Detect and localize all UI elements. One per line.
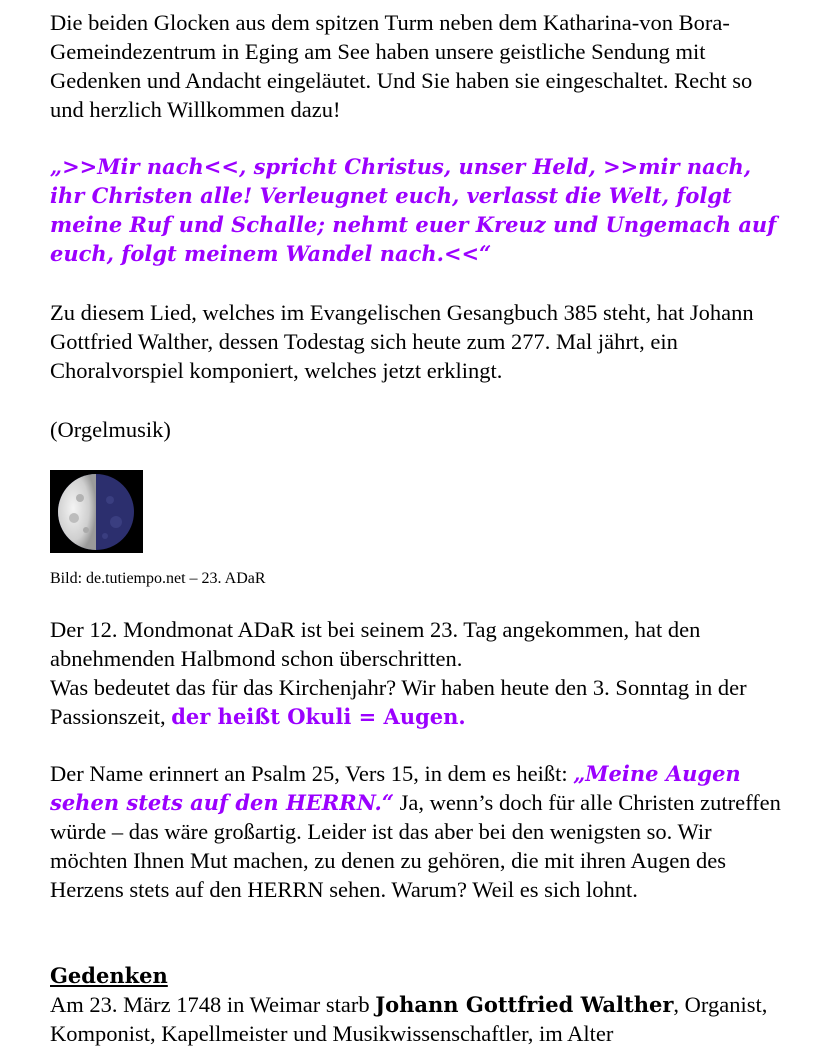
psalm-quote: „Meine Augen sehen stets auf den HERRN.“: [50, 761, 741, 815]
hymn-paragraph: Zu diesem Lied, welches im Evangelischen Gesangbuch 385 steht, hat Johann Gottfried Walther, dessen Todestag sich heute zum 277. Mal jährt, ein Choralvorspiel komponiert, welches jetzt erklingt.: [50, 300, 754, 383]
psalm-lead: Der Name erinnert an Psalm 25, Vers 15, in dem es heißt:: [50, 761, 574, 786]
section-heading-gedenken: Gedenken: [50, 963, 168, 988]
hymn-quote: „>>Mir nach<<, spricht Christus, unser Held, >>mir nach, ihr Christen alle! Verleugnet euch, verlasst die Welt, folgt meine Ruf und Schalle; nehmt euer Kreuz und Ungemach auf euch, folgt meinem Wandel nach.<<“: [50, 154, 777, 266]
psalm-paragraph: [50, 759, 790, 904]
moon-text-1: Der 12. Mondmonat ADaR ist bei seinem 23. Tag angekommen, hat den abnehmenden Halbmond schon überschritten.: [50, 617, 701, 671]
image-caption: Bild: de.tutiempo.net – 23. ADaR: [50, 570, 266, 587]
intro-paragraph: Die beiden Glocken aus dem spitzen Turm neben dem Katharina-von Bora-Gemeindezentrum in Eging am See haben unsere geistliche Sendung mit Gedenken und Andacht eingeläutet. Und Sie haben sie eingeschaltet. Recht so und herzlich Willkommen dazu!: [50, 10, 753, 122]
moon-waning-half-icon: [50, 470, 143, 553]
moon-paragraph: [50, 615, 790, 731]
okuli-highlight: der heißt Okuli = Augen.: [171, 704, 466, 729]
psalm-rest: Ja, wenn’s doch für alle Christen zutreffen würde – das wäre großartig. Leider ist das aber bei den wenigsten so. Wir möchten Ihnen Mut machen, zu denen zu gehören, die mit ihren Augen des Herzens stets auf den HERRN sehen. Warum? Weil es sich lohnt.: [50, 790, 781, 902]
gedenken-rest: , Organist, Komponist, Kapellmeister und Musikwissenschaftler, im Alter: [50, 992, 768, 1046]
organ-music-note: (Orgelmusik): [50, 417, 171, 442]
gedenken-lead: Am 23. März 1748 in Weimar starb: [50, 992, 376, 1017]
gedenken-paragraph: [50, 990, 790, 1048]
moon-text-2: Was bedeutet das für das Kirchenjahr? Wir haben heute den 3. Sonntag in der Passionszeit,: [50, 675, 747, 729]
composer-name: Johann Gottfried Walther: [375, 992, 674, 1017]
moon-image: [50, 470, 143, 553]
